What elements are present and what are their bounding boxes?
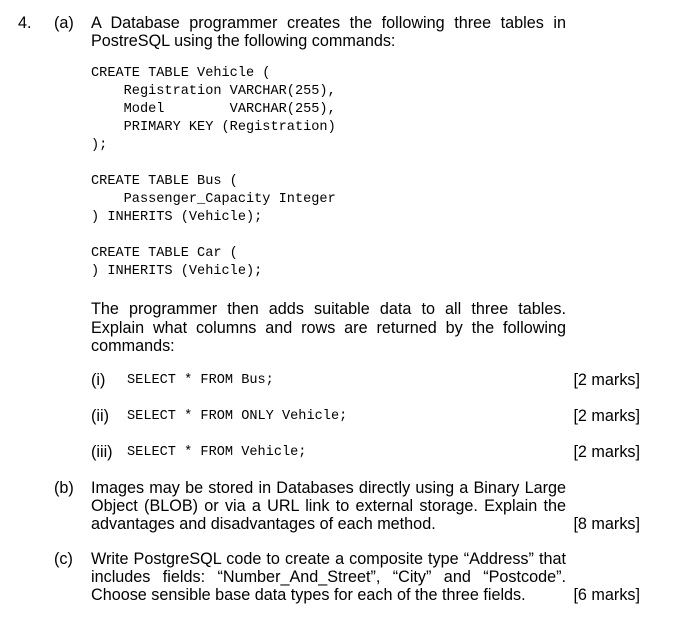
part-a-label: (a) [54, 14, 74, 32]
code-line: ) INHERITS (Vehicle); [91, 264, 263, 279]
part-c-line2: includes fields: “Number_And_Street”, “City” and “Postcode”. [91, 568, 566, 586]
code-block-car [91, 245, 262, 281]
part-a-intro-line1: A Database programmer creates the following three tables in [91, 14, 566, 32]
marks-label: [6 marks] [573, 586, 640, 604]
sub-question-code-i: SELECT * FROM Bus; [127, 373, 274, 388]
question-number: 4. [18, 14, 32, 32]
part-b-line1: Images may be stored in Databases directly using a Binary Large [91, 479, 566, 497]
marks-label: [2 marks] [573, 371, 640, 389]
code-line: CREATE TABLE Car ( [91, 246, 238, 261]
part-b-line2: Object (BLOB) or via a URL link to external storage. Explain the [91, 497, 566, 515]
code-line: Registration VARCHAR(255), [91, 84, 336, 99]
part-b-line3: advantages and disadvantages of each method. [91, 515, 436, 533]
part-c-line3: Choose sensible base data types for each of the three fields. [91, 586, 526, 604]
code-line: PRIMARY KEY (Registration) [91, 120, 336, 135]
code-line: CREATE TABLE Bus ( [91, 174, 238, 189]
sub-question-code-ii: SELECT * FROM ONLY Vehicle; [127, 409, 348, 424]
part-a-intro-line2: PostreSQL using the following commands: [91, 32, 396, 50]
explain-line1: The programmer then adds suitable data to all three tables. [91, 300, 566, 318]
explain-line3: commands: [91, 337, 175, 355]
code-line: ); [91, 138, 108, 153]
sub-question-label-i: (i) [91, 371, 106, 389]
explain-line2: Explain what columns and rows are returned by the following [91, 319, 566, 337]
part-b-label: (b) [54, 479, 74, 497]
sub-question-code-iii: SELECT * FROM Vehicle; [127, 445, 307, 460]
part-c-line1: Write PostgreSQL code to create a composite type “Address” that [91, 550, 566, 568]
code-block-bus [91, 173, 336, 227]
code-line: Passenger_Capacity Integer [91, 192, 336, 207]
code-line: CREATE TABLE Vehicle ( [91, 66, 271, 81]
code-line: ) INHERITS (Vehicle); [91, 210, 263, 225]
part-c-label: (c) [54, 550, 73, 568]
marks-label: [2 marks] [573, 407, 640, 425]
sub-question-label-ii: (ii) [91, 407, 109, 425]
sub-question-label-iii: (iii) [91, 443, 113, 461]
code-line: Model VARCHAR(255), [91, 102, 336, 117]
marks-label: [2 marks] [573, 443, 640, 461]
marks-label: [8 marks] [573, 515, 640, 533]
code-block-vehicle [91, 65, 336, 155]
